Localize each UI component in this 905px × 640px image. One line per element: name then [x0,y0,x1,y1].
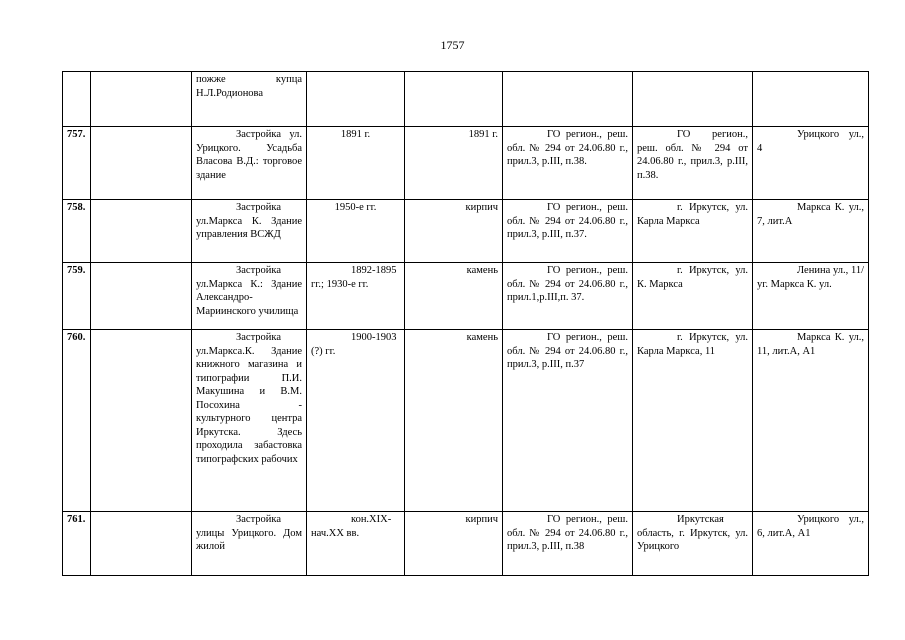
object-date: кон.XIX-нач.XX вв. [307,512,405,576]
object-date [307,72,405,127]
empty-cell [91,200,192,263]
object-date: 1900-1903 (?) гг. [307,330,405,512]
protection-document [503,72,633,127]
protection-document: ГО регион., реш. обл. № 294 от 24.06.80 г., прил.3, р.III, п.37. [503,200,633,263]
object-name: Застройка ул.Маркса.К. Здание книжного магазина и типографии П.И. Макушина и В.М. Посохина - культурного центра Иркутска. Здесь проходила забастовка типографских рабочих [192,330,307,512]
table-row [63,127,869,200]
protection-document: ГО регион., реш. обл. № 294 от 24.06.80 г., прил.3, р.III, п.38. [503,127,633,200]
object-name: Застройка ул.Маркса К. Здание управления ВСЖД [192,200,307,263]
object-date: 1950-е гг. [307,200,405,263]
object-date: 1892-1895 гг.; 1930-е гг. [307,263,405,330]
empty-cell [91,263,192,330]
heritage-registry-table [62,71,869,576]
row-number: 759. [63,263,91,330]
row-number: 761. [63,512,91,576]
object-address-registry [753,72,869,127]
object-material: 1891 г. [405,127,503,200]
empty-cell [91,72,192,127]
object-address-registry: Ленина ул., 11/уг. Маркса К. ул. [753,263,869,330]
row-number: 760. [63,330,91,512]
object-address: Иркутская область, г. Иркутск, ул. Урицкого [633,512,753,576]
table-row [63,330,869,512]
object-name: Застройка улицы Урицкого. Дом жилой [192,512,307,576]
object-name: Застройка ул.Маркса К.: Здание Александро-Мариинского училища [192,263,307,330]
empty-cell [91,512,192,576]
empty-cell [91,127,192,200]
protection-document: ГО регион., реш. обл. № 294 от 24.06.80 г., прил.3, р.III, п.38 [503,512,633,576]
table-row [63,72,869,127]
row-number: 758. [63,200,91,263]
object-address: г. Иркутск, ул. Карла Маркса, 11 [633,330,753,512]
table-row [63,200,869,263]
row-number [63,72,91,127]
object-address [633,72,753,127]
object-name: Застройка ул. Урицкого. Усадьба Власова В.Д.: торговое здание [192,127,307,200]
row-number: 757. [63,127,91,200]
object-material [405,72,503,127]
object-material: кирпич [405,200,503,263]
object-address: г. Иркутск, ул. Карла Маркса [633,200,753,263]
object-date: 1891 г. [307,127,405,200]
protection-document: ГО регион., реш. обл. № 294 от 24.06.80 г., прил.3, р.III, п.37 [503,330,633,512]
object-address: г. Иркутск, ул. К. Маркса [633,263,753,330]
object-material: кирпич [405,512,503,576]
empty-cell [91,330,192,512]
page-number: 1757 [440,38,465,52]
object-address-registry: Урицкого ул., 4 [753,127,869,200]
object-material: камень [405,330,503,512]
object-address-registry: Урицкого ул., 6, лит.А, А1 [753,512,869,576]
object-name: пожже купца Н.Л.Родионова [192,72,307,127]
table-row [63,512,869,576]
object-address-registry: Маркса К. ул., 11, лит.А, А1 [753,330,869,512]
table-row [63,263,869,330]
protection-document: ГО регион., реш. обл. № 294 от 24.06.80 г., прил.1,р.III,п. 37. [503,263,633,330]
object-address-registry: Маркса К. ул., 7, лит.А [753,200,869,263]
object-address: ГО регион., реш. обл. № 294 от 24.06.80 г., прил.3, р.III, п.38. [633,127,753,200]
object-material: камень [405,263,503,330]
